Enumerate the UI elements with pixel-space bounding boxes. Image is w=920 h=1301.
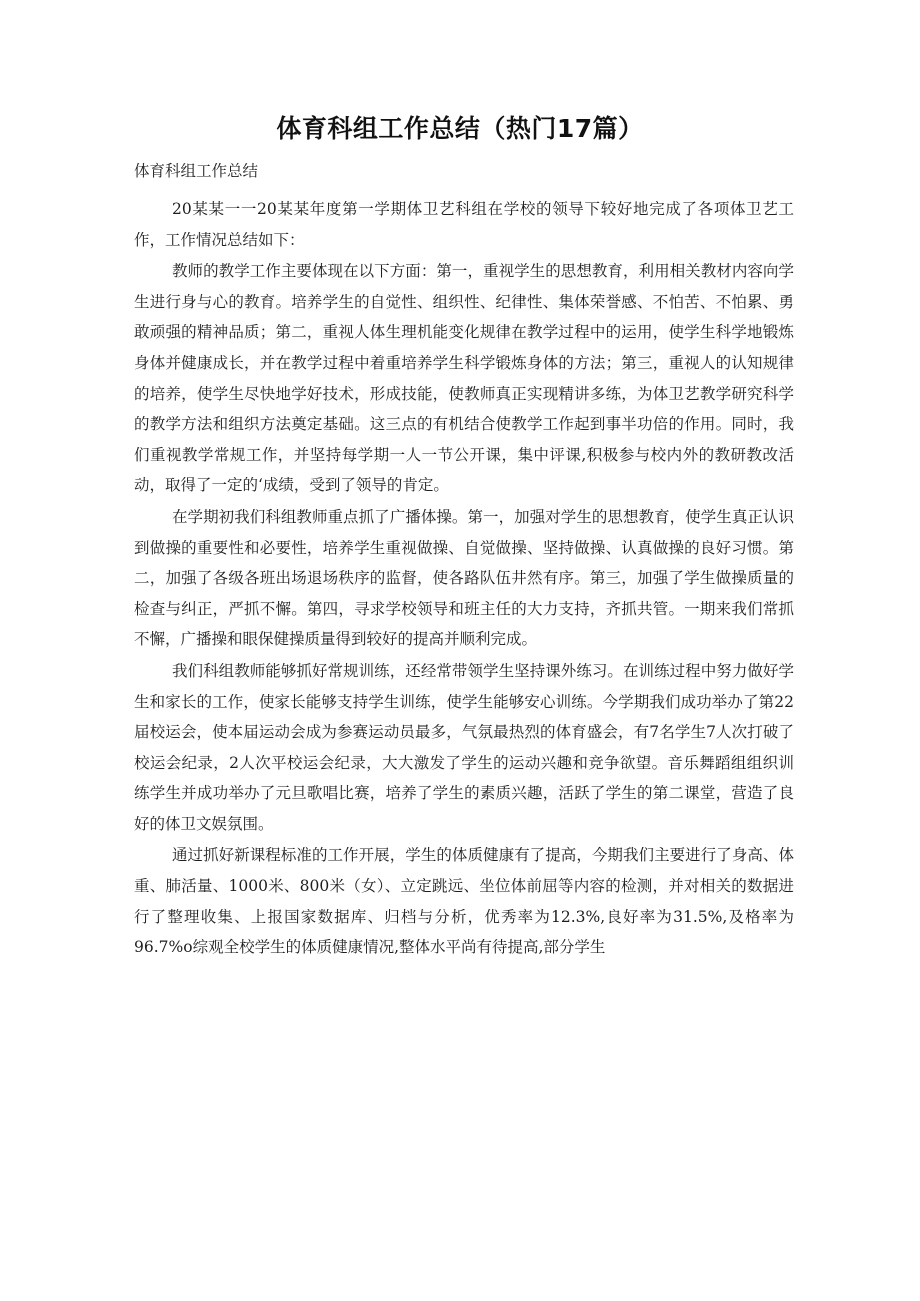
- paragraph-fitness-testing: 通过抓好新课程标准的工作开展，学生的体质健康有了提高，今期我们主要进行了身高、体重、肺活量、1000米、800米（女）、立定跳远、坐位体前屈等内容的检测，并对相关的数据进行了整理收集、上报国家数据库、归档与分析，优秀率为12.3%,良好率为31.5%,及格率为96.7%o综观全校学生的体质健康情况,整体水平尚有待提高,部分学生: [134, 846, 794, 957]
- document-title: 体育科组工作总结（热门17篇）: [276, 114, 644, 143]
- document-body: [134, 194, 794, 964]
- paragraph-broadcast-exercise: 在学期初我们科组教师重点抓了广播体操。第一，加强对学生的思想教育，使学生真正认识到做操的重要性和必要性，培养学生重视做操、自觉做操、坚持做操、认真做操的良好习惯。第二，加强了各级各班出场退场秩序的监督，使各路队伍井然有序。第三，加强了学生做操质量的检查与纠正，严抓不懈。第四，寻求学校领导和班主任的大力支持，齐抓共管。一期来我们常抓不懈，广播操和眼保健操质量得到较好的提高并顺利完成。: [134, 507, 794, 649]
- document-subheading: 体育科组工作总结: [134, 162, 259, 180]
- paragraph-teaching-work: 教师的教学工作主要体现在以下方面：第一，重视学生的思想教育，利用相关教材内容向学生进行身与心的教育。培养学生的自觉性、组织性、纪律性、集体荣誉感、不怕苦、不怕累、勇敢顽强的精神品质；第二，重视人体生理机能变化规律在教学过程中的运用，使学生科学地锻炼身体并健康成长，并在教学过程中着重培养学生科学锻炼身体的方法；第三，重视人的认知规律的培养，使学生尽快地学好技术，形成技能，使教师真正实现精讲多练，为体卫艺教学研究科学的教学方法和组织方法奠定基础。这三点的有机结合使教学工作起到事半功倍的作用。同时，我们重视教学常规工作，并坚持每学期一人一节公开课，集中评课,积极参与校内外的教研教改活动，取得了一定的‘成绩，受到了领导的肯定。: [134, 262, 794, 495]
- paragraph-intro: 20某某一一20某某年度第一学期体卫艺科组在学校的领导下较好地完成了各项体卫艺工作，工作情况总结如下：: [134, 200, 794, 249]
- paragraph-routine-training: 我们科组教师能够抓好常规训练，还经常带领学生坚持课外练习。在训练过程中努力做好学生和家长的工作，使家长能够支持学生训练，使学生能够安心训练。今学期我们成功举办了第22届校运会，使本届运动会成为参赛运动员最多，气氛最热烈的体育盛会，有7名学生7人次打破了校运会纪录，2人次平校运会纪录，大大激发了学生的运动兴趣和竞争欲望。音乐舞蹈组组织训练学生并成功举办了元旦歌唱比赛，培养了学生的素质兴趣，活跃了学生的第二课堂，营造了良好的体卫文娱氛围。: [134, 661, 794, 833]
